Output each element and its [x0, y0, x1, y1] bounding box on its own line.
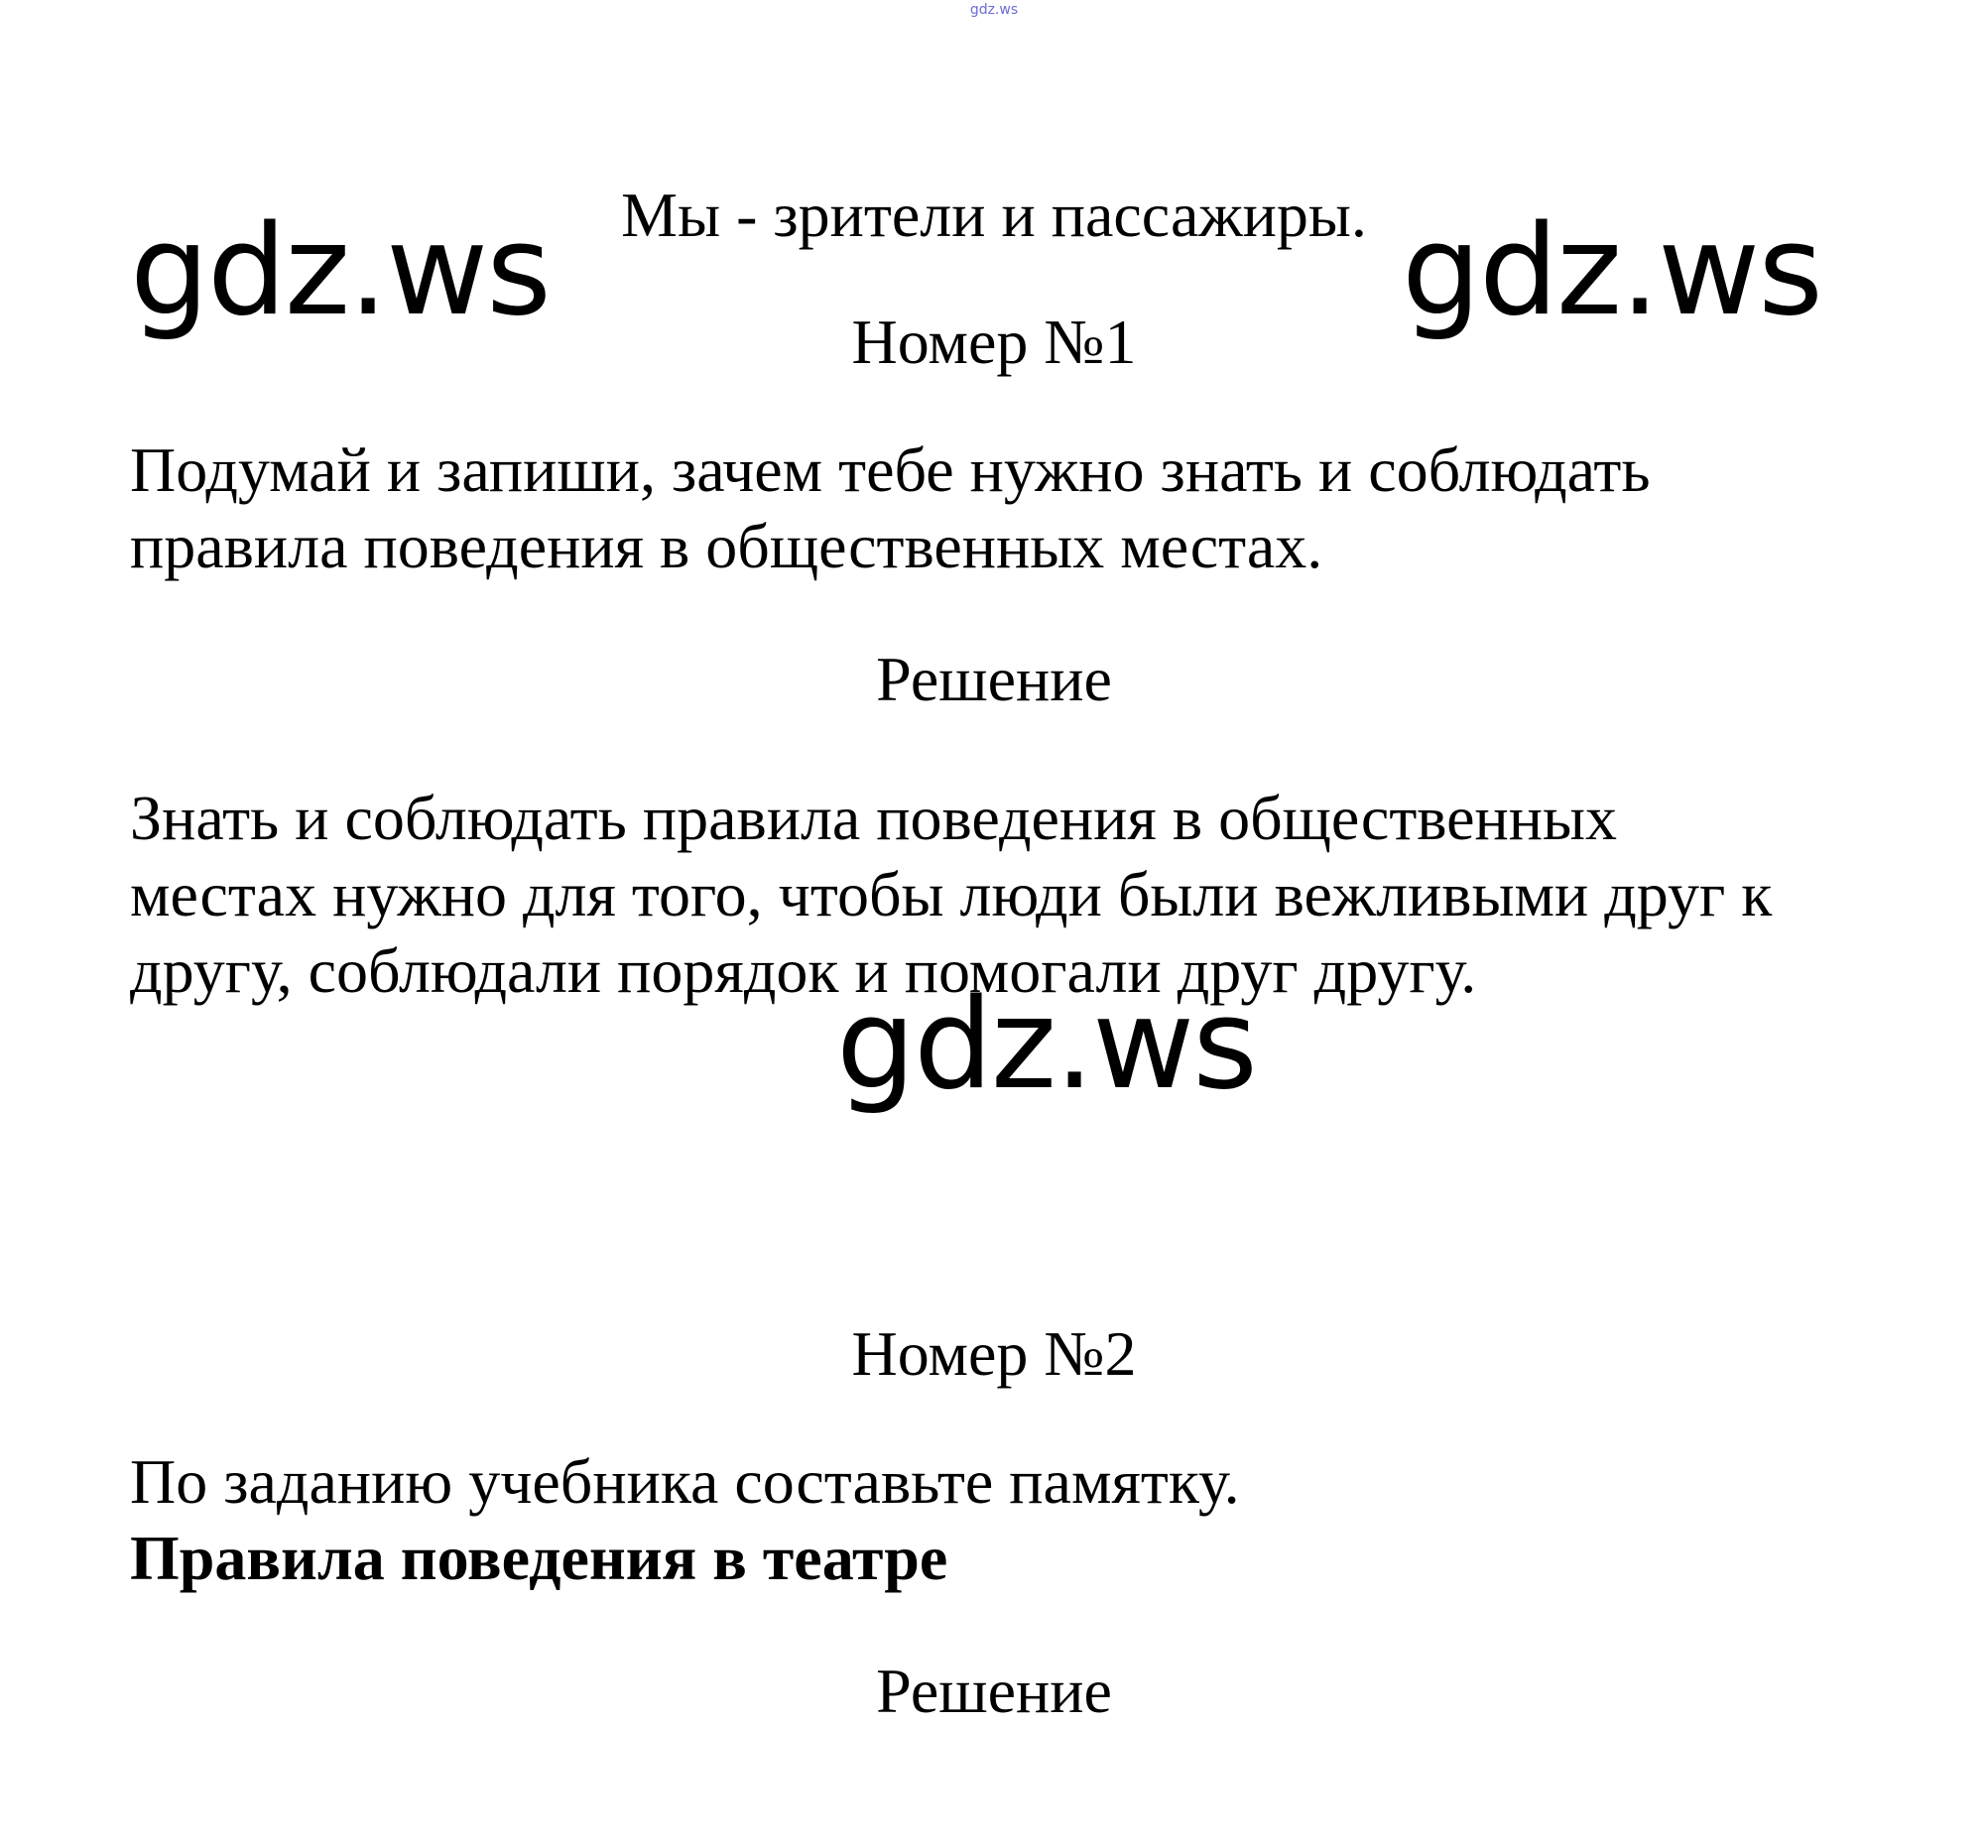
task2-question [130, 1443, 1240, 1596]
task1-answer-line: другу, соблюдали порядок и помогали друг другу. [130, 935, 1477, 1006]
task2-subject: Правила поведения в театре [130, 1523, 948, 1593]
task1-question-line: правила поведения в общественных местах. [130, 511, 1323, 581]
watermark-right: gdz.ws [1402, 197, 1821, 343]
task1-answer-line: Знать и соблюдать правила поведения в общественных [130, 783, 1618, 853]
watermark-small: gdz.ws [969, 2, 1019, 18]
task1-solution-label: Решение [876, 644, 1112, 714]
task2-solution-label: Решение [876, 1656, 1112, 1726]
task1-question [130, 431, 1651, 584]
task1-answer-line: местах нужно для того, чтобы люди были вежливыми друг к [130, 859, 1773, 929]
watermark-middle: gdz.ws [836, 971, 1256, 1117]
task2-question-line: По заданию учебника составьте памятку. [130, 1446, 1240, 1517]
watermark-left: gdz.ws [130, 197, 550, 343]
task1-heading: Номер №1 [851, 307, 1137, 377]
task1-question-line: Подумай и запиши, зачем тебе нужно знать и соблюдать [130, 434, 1651, 505]
task2-heading: Номер №2 [851, 1318, 1137, 1389]
page-title: Мы - зрители и пассажиры. [621, 180, 1367, 250]
